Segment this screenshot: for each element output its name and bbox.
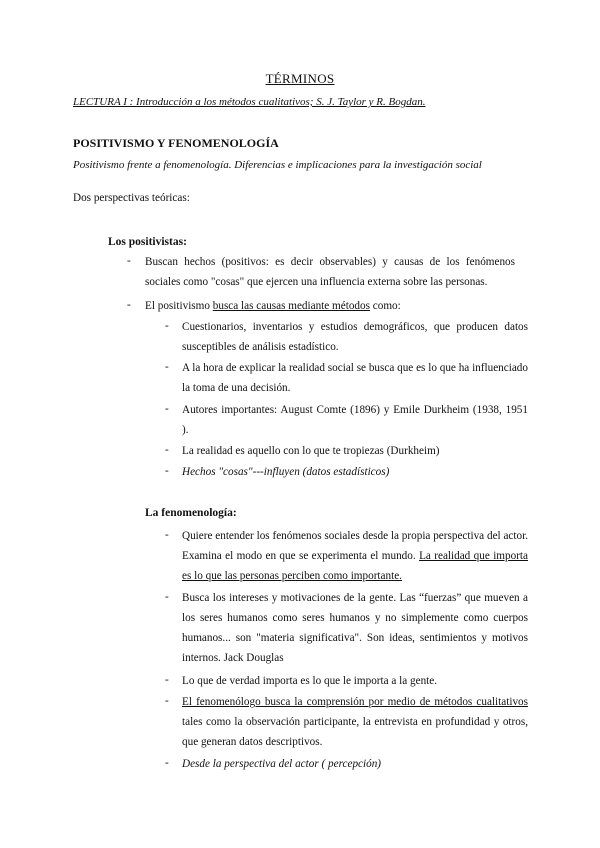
phenomenology-heading: La fenomenología:	[145, 507, 237, 519]
positivists-item-1: Buscan hechos (positivos: es decir observables) y causas de los fenómenos sociales como "cosas" que ejercen una influencia externa sobre las personas.	[145, 256, 515, 288]
positivists-heading: Los positivistas:	[108, 236, 187, 248]
phenomenology-item-2: Busca los intereses y motivaciones de la gente. Las “fuerzas” que mueven a los seres humanos como seres humanos y no simplemente como cuerpos humanos... son "materia significativa". Son ideas, sentimientos y motivos internos. Jack Douglas	[182, 592, 528, 664]
bullet-dash: -	[165, 361, 169, 373]
doc-title: TÉRMINOS	[265, 71, 335, 86]
positivists-sub-2: A la hora de explicar la realidad social se busca que es lo que ha influenciado la toma de una decisión.	[182, 362, 528, 394]
bullet-dash: -	[165, 757, 169, 769]
section-heading: POSITIVISMO Y FENOMENOLOGÍA	[73, 136, 279, 150]
bullet-dash: -	[165, 444, 169, 456]
phenomenology-item-5: Desde la perspectiva del actor ( percepción)	[182, 758, 382, 770]
positivists-sub-4: La realidad es aquello con lo que te tropiezas (Durkheim)	[182, 445, 440, 457]
bullet-dash: -	[165, 591, 169, 603]
positivists-sub-5: Hechos "cosas"---influyen (datos estadísticos)	[182, 466, 390, 478]
intro-text: Dos perspectivas teóricas:	[73, 192, 190, 204]
bullet-dash: -	[165, 695, 169, 707]
bullet-dash: -	[165, 403, 169, 415]
bullet-dash: -	[127, 255, 131, 267]
bullet-dash: -	[165, 529, 169, 541]
bullet-dash: -	[165, 674, 169, 686]
bullet-dash: -	[165, 465, 169, 477]
positivists-item-2: El positivismo busca las causas mediante métodos como:	[145, 300, 401, 312]
phenomenology-item-4: El fenomenólogo busca la comprensión por medio de métodos cualitativos tales como la observación participante, la entrevista en profundidad y otros, que generan datos descriptivos.	[182, 696, 528, 748]
phenomenology-item-1: Quiere entender los fenómenos sociales desde la propia perspectiva del actor. Examina el modo en que se experimenta el mundo. La realidad que importa es lo que las personas perciben como importante.	[182, 530, 528, 582]
positivists-sub-3: Autores importantes: August Comte (1896) y Emile Durkheim (1938, 1951 ).	[182, 404, 528, 436]
reading-reference: LECTURA I : Introducción a los métodos cualitativos; S. J. Taylor y R. Bogdan.	[73, 96, 426, 108]
bullet-dash: -	[165, 320, 169, 332]
positivists-sub-1: Cuestionarios, inventarios y estudios demográficos, que producen datos susceptibles de análisis estadístico.	[182, 321, 528, 353]
section-subtitle: Positivismo frente a fenomenología. Diferencias e implicaciones para la investigación social	[73, 159, 482, 171]
bullet-dash: -	[127, 299, 131, 311]
phenomenology-item-3: Lo que de verdad importa es lo que le importa a la gente.	[182, 675, 438, 687]
